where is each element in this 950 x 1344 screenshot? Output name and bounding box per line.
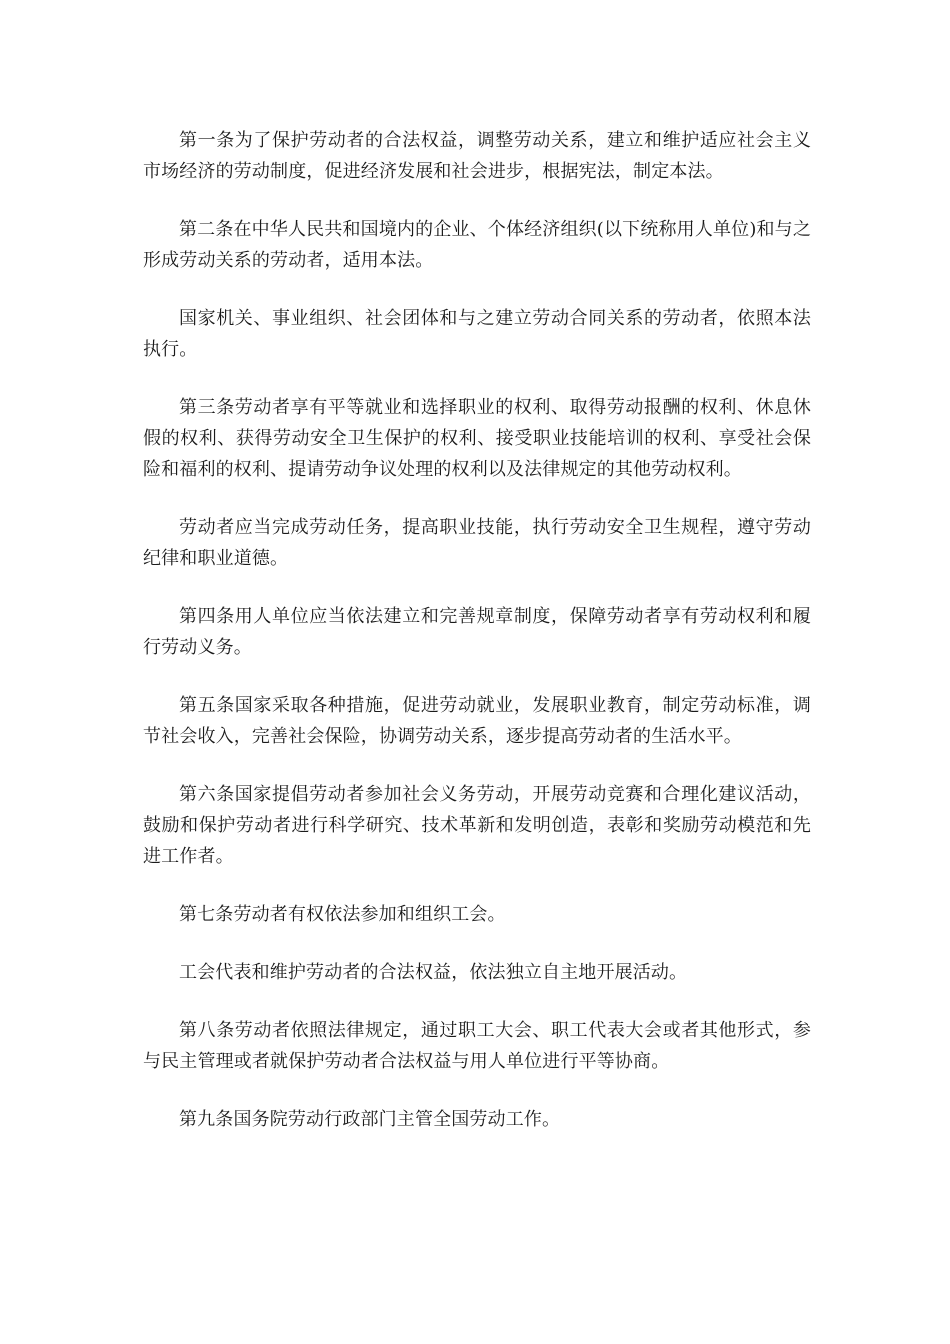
paragraph-article-9: 第九条国务院劳动行政部门主管全国劳动工作。 <box>179 1109 561 1130</box>
document-body <box>143 125 811 1162</box>
paragraph-article-8: 第八条劳动者依照法律规定，通过职工大会、职工代表大会或者其他形式，参与民主管理或者就保护劳动者合法权益与用人单位进行平等协商。 <box>143 1020 811 1072</box>
paragraph-article-4: 第四条用人单位应当依法建立和完善规章制度，保障劳动者享有劳动权利和履行劳动义务。 <box>143 606 811 658</box>
paragraph-article-2: 第二条在中华人民共和国境内的企业、个体经济组织(以下统称用人单位)和与之形成劳动关系的劳动者，适用本法。 <box>143 219 811 271</box>
paragraph-article-2-clause: 国家机关、事业组织、社会团体和与之建立劳动合同关系的劳动者，依照本法执行。 <box>143 308 811 360</box>
paragraph-article-7-clause: 工会代表和维护劳动者的合法权益，依法独立自主地开展活动。 <box>179 962 688 983</box>
paragraph-article-7: 第七条劳动者有权依法参加和组织工会。 <box>179 904 506 925</box>
paragraph-article-3-clause: 劳动者应当完成劳动任务，提高职业技能，执行劳动安全卫生规程，遵守劳动纪律和职业道德。 <box>143 517 811 569</box>
paragraph-article-3: 第三条劳动者享有平等就业和选择职业的权利、取得劳动报酬的权利、休息休假的权利、获得劳动安全卫生保护的权利、接受职业技能培训的权利、享受社会保险和福利的权利、提请劳动争议处理的权利以及法律规定的其他劳动权利。 <box>143 397 811 480</box>
paragraph-article-6: 第六条国家提倡劳动者参加社会义务劳动，开展劳动竞赛和合理化建议活动，鼓励和保护劳动者进行科学研究、技术革新和发明创造，表彰和奖励劳动模范和先进工作者。 <box>143 784 811 867</box>
paragraph-article-1: 第一条为了保护劳动者的合法权益，调整劳动关系，建立和维护适应社会主义市场经济的劳动制度，促进经济发展和社会进步，根据宪法，制定本法。 <box>143 130 811 182</box>
paragraph-article-5: 第五条国家采取各种措施，促进劳动就业，发展职业教育，制定劳动标准，调节社会收入，完善社会保险，协调劳动关系，逐步提高劳动者的生活水平。 <box>143 695 811 747</box>
